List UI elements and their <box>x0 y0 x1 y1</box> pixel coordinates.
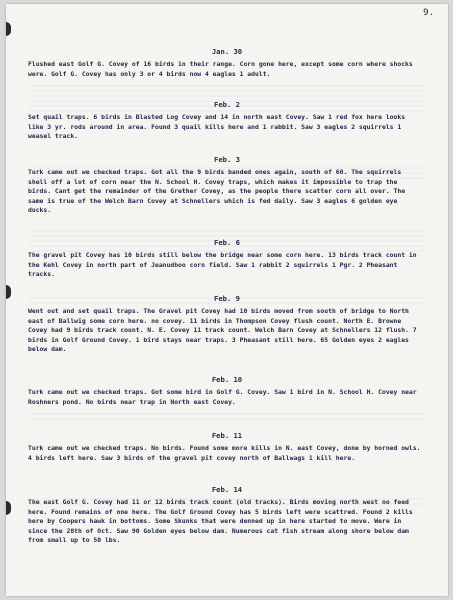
entry-text: The gravel pit Covey has 10 birds still below the bridge near some corn here. 13 birds track count in the Kehl Covey in north part of Jeanudhoo corn field. Saw 1 rabbit 2 squirrels 1 Pgr. 2 Pheasant tracks. <box>28 251 417 279</box>
journal-entry <box>6 238 448 280</box>
entry-text: Turk came out we checked traps. No birds. Found some more kills in N. east Covey, done by horned owls. 4 birds left here. Saw 3 birds of the gravel pit covey north of Ballwags 1 kill here. <box>28 444 421 462</box>
entry-date: Feb. 10 <box>211 375 243 384</box>
notebook-page <box>6 4 448 596</box>
page-number: 9. <box>423 8 434 18</box>
entry-date: Feb. 14 <box>211 485 243 494</box>
entry-text: Set quail traps. 6 birds in Blasted Log Covey and 14 in north east Covey. Saw 1 red fox here looks like 3 yr. rods around in area. Found 3 quail kills here and 1 rabbit. Saw 3 eagles 2 squirrels 1 weasel track. <box>28 113 406 141</box>
binder-hole <box>6 22 11 36</box>
journal-entry <box>6 155 448 216</box>
journal-entry <box>6 485 448 546</box>
entry-text: Flushed east Golf G. Covey of 16 birds in their range. Corn gone here, except some corn where shocks were. Golf G. Covey has only 3 or 4 birds now 4 eagles 1 adult. <box>28 60 413 78</box>
entry-date: Feb. 3 <box>214 155 240 164</box>
entry-date: Feb. 2 <box>214 100 240 109</box>
journal-entry <box>6 294 448 355</box>
journal-entry <box>6 431 448 463</box>
entry-date: Feb. 6 <box>214 238 240 247</box>
entry-text: Went out and set quail traps. The Gravel pit Covey had 10 birds moved from south of bridge to North east of Ballwig some corn here. no covey. 11 birds in Thompson Covey flush count. North E. Browne Covey had 9 birds track count. N. E. Covey 11 track count. Welch Barn Covey at Schnellers 12 flush. 7 birds in Golf Ground Covey. 1 bird stays near traps. 3 Pheasant still here. 65 Golden eyes 2 eagles below dam. <box>28 307 417 354</box>
entry-text: The east Golf G. Covey had 11 or 12 birds track count (old tracks). Birds moving north west no feed here. Found remains of one here. The Golf Ground Covey has 5 birds left were scattred. Found 2 kills here by Coopers hawk in bottoms. Some Skunks that were denned up in here started to move. Were in since the 28th of Oct. Saw 90 Golden eyes below dam. Numerous cat fish stream along shore below dam from small up to 50 lbs. <box>28 498 413 545</box>
entry-date: Jan. 30 <box>211 47 243 56</box>
entry-date: Feb. 9 <box>214 294 240 303</box>
entry-date: Feb. 11 <box>211 431 243 440</box>
journal-entry <box>6 375 448 407</box>
entry-text: Turk came out we checked traps. Got some bird in Golf G. Covey. Saw 1 bird in N. School H. Covey near Roshners pond. No birds near trap in North east Covey. <box>28 388 417 406</box>
journal-entry <box>6 47 448 79</box>
journal-entry <box>6 100 448 142</box>
entry-text: Turk came out we checked traps. Got all the 9 birds banded ones again, south of 60. The squirrels shell off a lot of corn near the N. School H. Covey traps, which makes it impossible to trap the birds. Cant get the remainder of the Grether Covey, as the people there scatter corn all over. The same is true of the Welch Barn Covey at Schnellers which is fed daily. Saw 3 eagles 6 golden eye ducks. <box>28 168 406 215</box>
bleed-through <box>30 410 424 422</box>
